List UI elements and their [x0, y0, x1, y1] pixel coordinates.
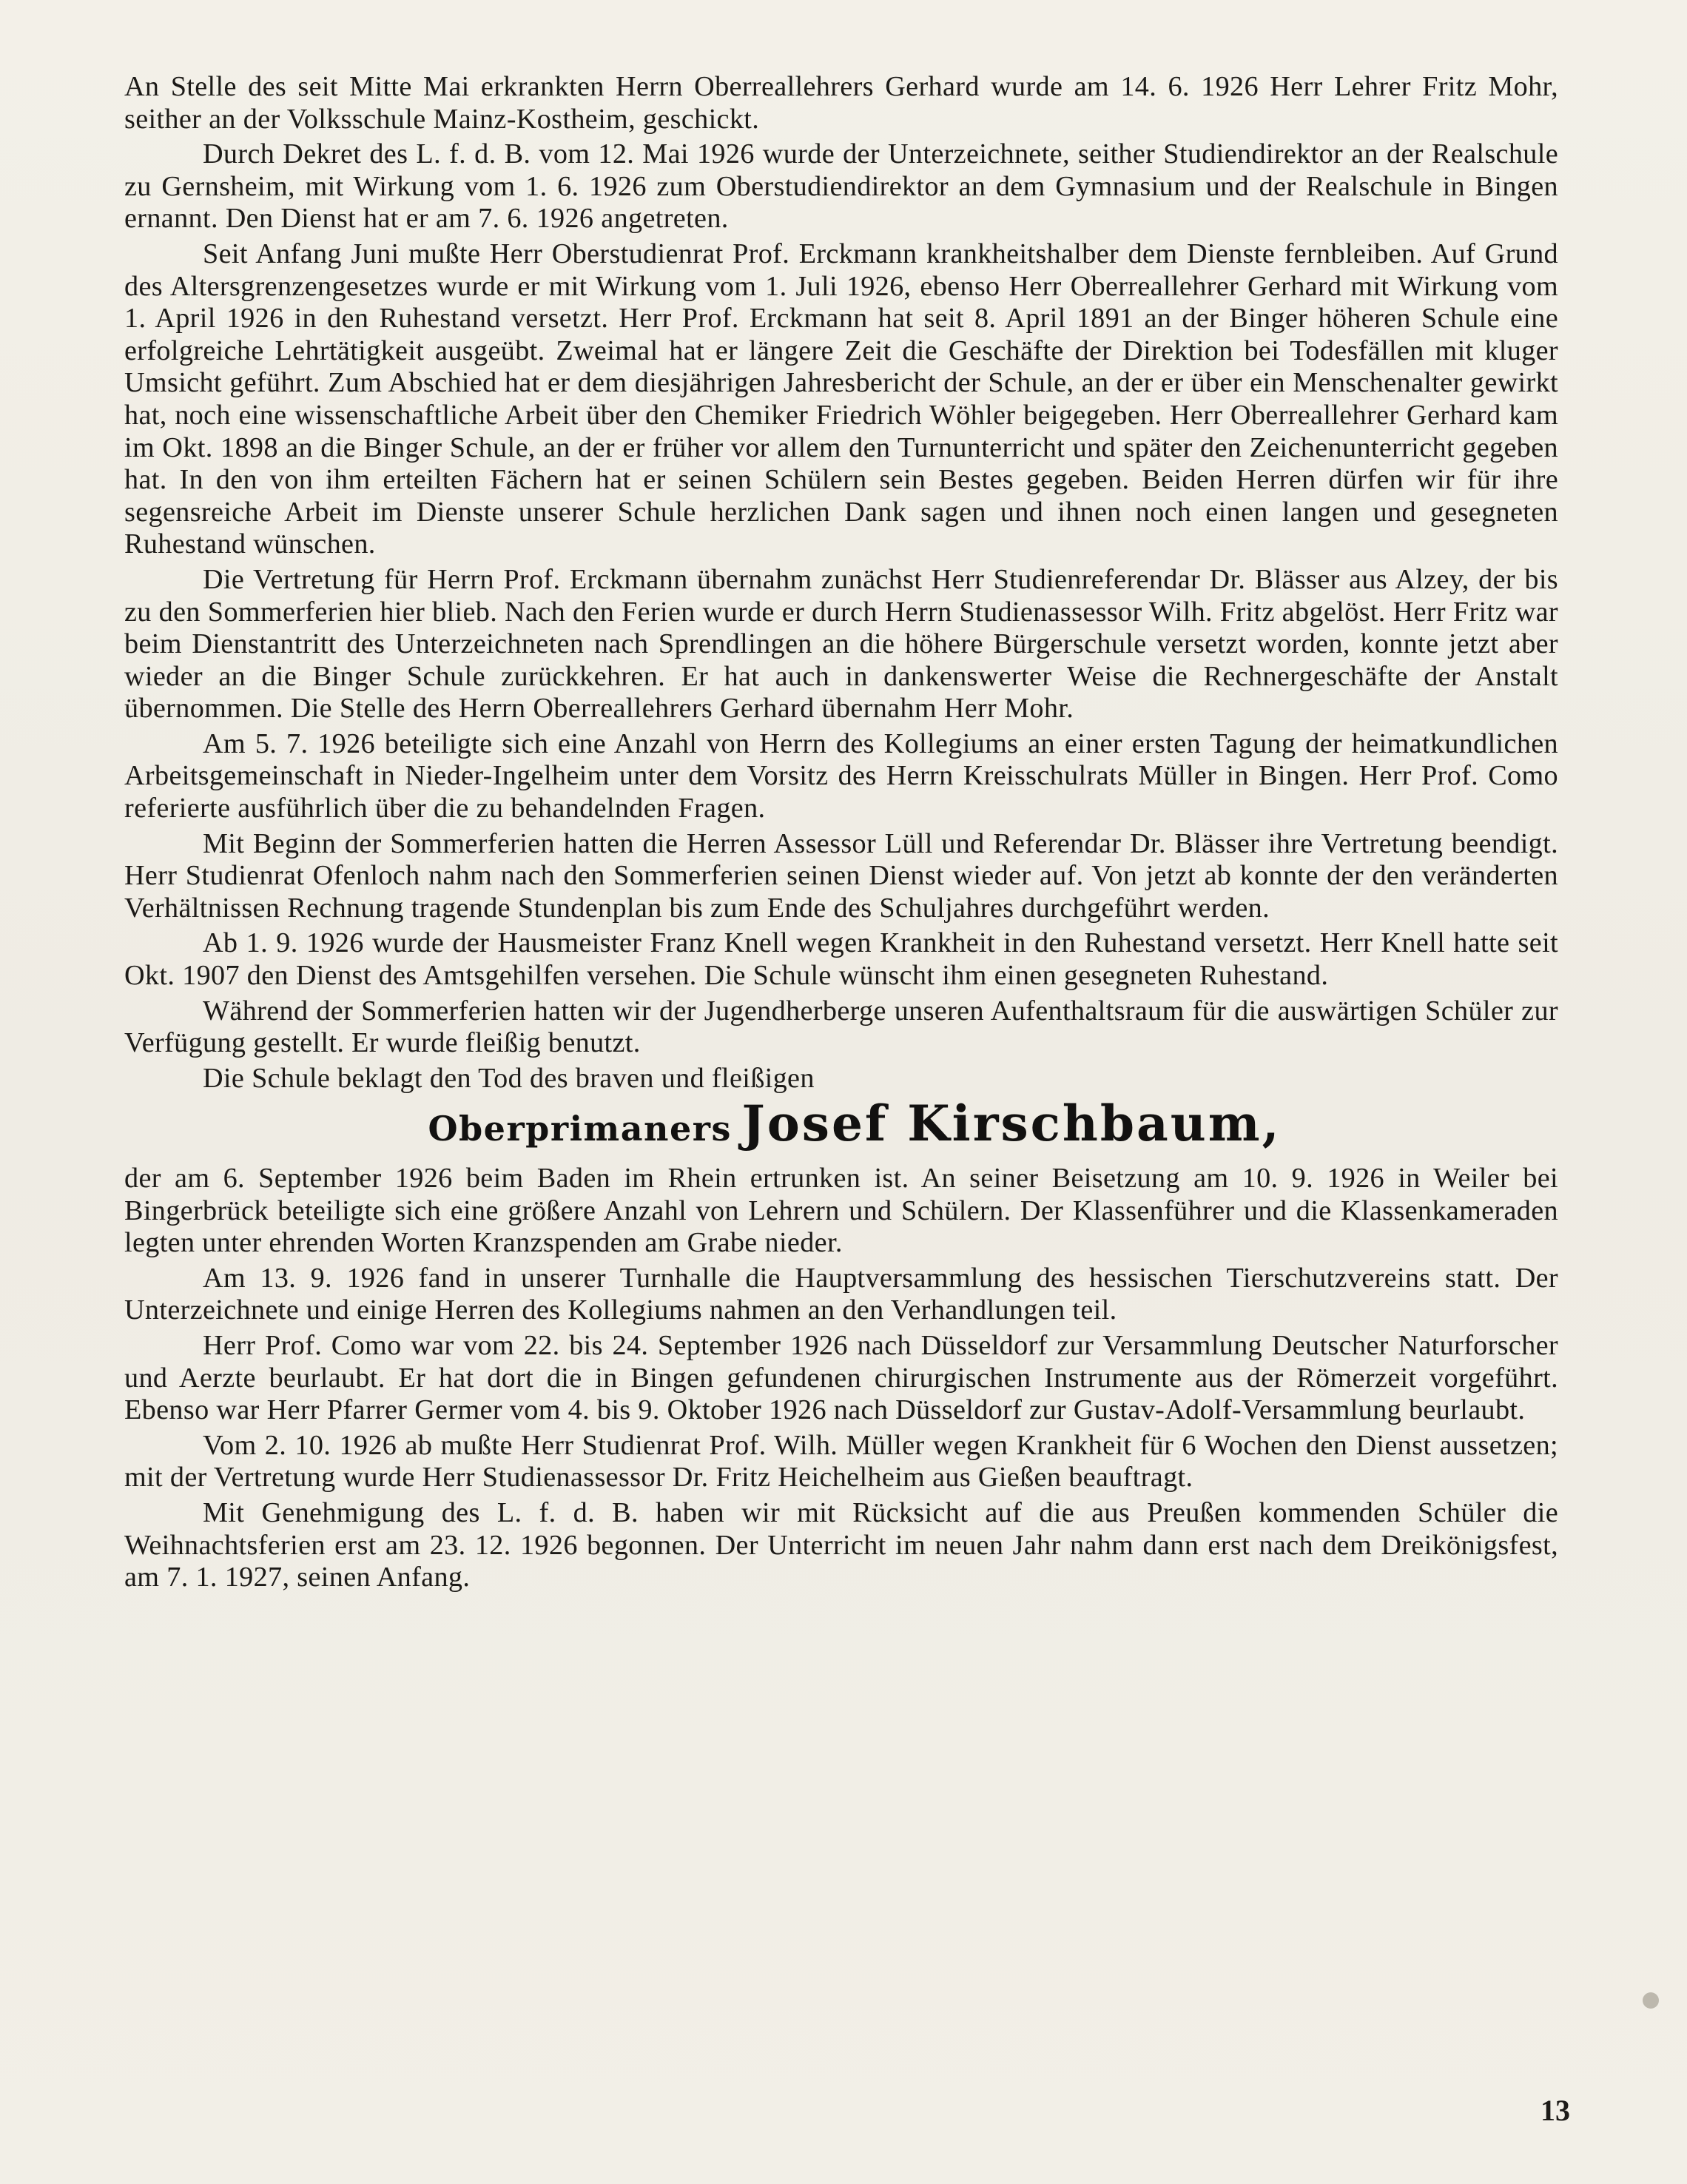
obituary-heading-name: Josef Kirschbaum, [741, 1095, 1282, 1153]
paragraph-summer-holidays: Mit Beginn der Sommerferien hatten die Herren Assessor Lüll und Referendar Dr. Blässer ihre Vertretung beendigt. Herr Studienrat Ofenloch nahm nach den Sommerferien seinen Dienst wieder auf. Von jetzt ab konnte der den veränderten Verhältnissen Rechnung tragende Stundenplan bis zum Ende des Schuljahres durchgeführt werden. [124, 827, 1558, 924]
paragraph-como-duesseldorf: Herr Prof. Como war vom 22. bis 24. September 1926 nach Düsseldorf zur Versammlung Deutscher Naturforscher und Aerzte beurlaubt. Er hat dort die in Bingen gefundenen chirurgischen Instrumente aus der Römerzeit vorgeführt. Ebenso war Herr Pfarrer Germer vom 4. bis 9. Oktober 1926 nach Düsseldorf zur Gustav-Adolf-Versammlung beurlaubt. [124, 1329, 1558, 1426]
paragraph-substitution-erckmann: Die Vertretung für Herrn Prof. Erckmann übernahm zunächst Herr Studienreferendar Dr. Blässer aus Alzey, der bis zu den Sommerferien hier blieb. Nach den Ferien wurde er durch Herrn Studienassessor Wilh. Fritz abgelöst. Herr Fritz war beim Dienstantritt des Unterzeichneten nach Sprendlingen an die höhere Bürgerschule versetzt worden, konnte jetzt aber wieder an die Binger Schule zurückkehren. Er hat auch in dankenswerter Weise die Rechnergeschäfte der Anstalt übernommen. Die Stelle des Herrn Oberreallehrers Gerhard übernahm Herr Mohr. [124, 563, 1558, 725]
paragraph-youth-hostel: Während der Sommerferien hatten wir der Jugendherberge unseren Aufenthaltsraum für die auswärtigen Schüler zur Verfügung gestellt. Er wurde fleißig benutzt. [124, 995, 1558, 1059]
obituary-heading-prefix: Oberprimaners [428, 1109, 732, 1149]
paragraph-caretaker-knell: Ab 1. 9. 1926 wurde der Hausmeister Franz Knell wegen Krankheit in den Ruhestand versetzt. Herr Knell hatte seit Okt. 1907 den Dienst des Amtsgehilfen versehen. Die Schule wünscht ihm einen gesegneten Ruhestand. [124, 927, 1558, 992]
paragraph-animal-protection-meeting: Am 13. 9. 1926 fand in unserer Turnhalle die Hauptversammlung des hessischen Tierschutzvereins statt. Der Unterzeichnete und einige Herren des Kollegiums nahmen an den Verhandlungen teil. [124, 1262, 1558, 1326]
paragraph-mueller-illness: Vom 2. 10. 1926 ab mußte Herr Studienrat Prof. Wilh. Müller wegen Krankheit für 6 Wochen den Dienst aussetzen; mit der Vertretung wurde Herr Studienassessor Dr. Fritz Heichelheim aus Gießen beauftragt. [124, 1429, 1558, 1493]
paragraph-replacement-gerhard: An Stelle des seit Mitte Mai erkrankten Herrn Oberreallehrers Gerhard wurde am 14. 6. 1926 Herr Lehrer Fritz Mohr, seither an der Volksschule Mainz-Kostheim, geschickt. [124, 71, 1558, 135]
paragraph-christmas-holidays: Mit Genehmigung des L. f. d. B. haben wir mit Rücksicht auf die aus Preußen kommenden Schüler die Weihnachtsferien erst am 23. 12. 1926 begonnen. Der Unterricht im neuen Jahr nahm dann erst nach dem Dreikönigsfest, am 7. 1. 1927, seinen Anfang. [124, 1496, 1558, 1593]
page-number: 13 [1540, 2094, 1570, 2127]
paper-edge-mark [1643, 1992, 1659, 2009]
paragraph-heimatkunde-meeting: Am 5. 7. 1926 beteiligte sich eine Anzahl von Herrn des Kollegiums an einer ersten Tagung der heimatkundlichen Arbeitsgemeinschaft in Nieder-Ingelheim unter dem Vorsitz des Herrn Kreisschulrats Müller in Bingen. Herr Prof. Como referierte ausführlich über die zu behandelnden Fragen. [124, 728, 1558, 824]
body-text [124, 71, 1558, 1597]
paragraph-obituary-details: der am 6. September 1926 beim Baden im Rhein ertrunken ist. An seiner Beisetzung am 10. 9. 1926 in Weiler bei Bingerbrück beteiligte sich eine größere Anzahl von Lehrern und Schülern. Der Klassenführer und die Klassenkameraden legten unter ehrenden Worten Kranzspenden am Grabe nieder. [124, 1163, 1558, 1259]
paragraph-director-appointment: Durch Dekret des L. f. d. B. vom 12. Mai 1926 wurde der Unterzeichnete, seither Studiendirektor an der Realschule zu Gernsheim, mit Wirkung vom 1. 6. 1926 zum Oberstudiendirektor an dem Gymnasium und der Realschule in Bingen ernannt. Den Dienst hat er am 7. 6. 1926 angetreten. [124, 138, 1558, 235]
paragraph-obituary-intro: Die Schule beklagt den Tod des braven und fleißigen [203, 1062, 815, 1094]
obituary-heading [124, 1095, 1558, 1153]
paragraph-retirement-erckmann-gerhard: Seit Anfang Juni mußte Herr Oberstudienrat Prof. Erckmann krankheitshalber dem Dienste fernbleiben. Auf Grund des Altersgrenzengesetzes wurde er mit Wirkung vom 1. Juli 1926, ebenso Herr Oberreallehrer Gerhard mit Wirkung vom 1. April 1926 in den Ruhestand versetzt. Herr Prof. Erckmann hat seit 8. April 1891 an der Binger höheren Schule eine erfolgreiche Lehrtätigkeit ausgeübt. Zweimal hat er längere Zeit die Geschäfte der Direktion bei Todesfällen mit kluger Umsicht geführt. Zum Abschied hat er dem diesjährigen Jahresbericht der Schule, an der er über ein Menschenalter gewirkt hat, noch eine wissenschaftliche Arbeit über den Chemiker Friedrich Wöhler beigegeben. Herr Oberreallehrer Gerhard kam im Okt. 1898 an die Binger Schule, an der er früher vor allem den Turnunterricht und später den Zeichenunterricht gegeben hat. In den von ihm erteilten Fächern hat er seinen Schülern sein Bestes gegeben. Beiden Herren dürfen wir für ihre segensreiche Arbeit im Dienste unserer Schule herzlichen Dank sagen und ihnen noch einen langen und gesegneten Ruhestand wünschen. [124, 238, 1558, 560]
